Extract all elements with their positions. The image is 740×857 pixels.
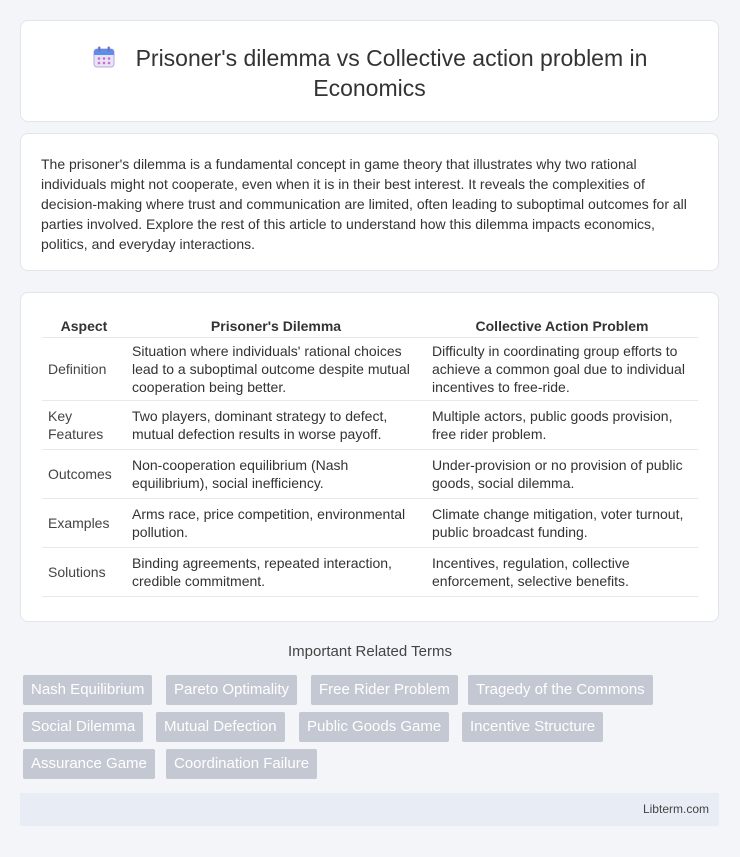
related-terms-heading: Important Related Terms	[288, 643, 452, 660]
page-title: Prisoner's dilemma vs Collective action problem in Economics	[135, 45, 648, 101]
table-header-row	[42, 313, 698, 338]
row-collective-action: Incentives, regulation, collective enforcement, selective benefits.	[426, 548, 698, 597]
table-row	[42, 499, 698, 548]
title-card	[20, 20, 719, 122]
row-prisoners-dilemma: Arms race, price competition, environmental pollution.	[126, 499, 426, 548]
table-row	[42, 548, 698, 597]
row-collective-action: Climate change mitigation, voter turnout, public broadcast funding.	[426, 499, 698, 548]
row-collective-action: Under-provision or no provision of public goods, social dilemma.	[426, 450, 698, 499]
row-collective-action: Difficulty in coordinating group efforts to achieve a common goal due to individual incentives to free-ride.	[426, 338, 698, 401]
page-title-wrap	[61, 43, 678, 103]
comparison-card	[20, 292, 719, 622]
term-mutual-defection[interactable]: Mutual Defection	[156, 712, 285, 742]
term-coordination-failure[interactable]: Coordination Failure	[166, 749, 317, 779]
header-aspect: Aspect	[42, 313, 126, 338]
term-social-dilemma[interactable]: Social Dilemma	[23, 712, 143, 742]
row-aspect: Outcomes	[42, 450, 126, 499]
row-aspect: Solutions	[42, 548, 126, 597]
term-assurance-game[interactable]: Assurance Game	[23, 749, 155, 779]
row-aspect: Examples	[42, 499, 126, 548]
table-row	[42, 338, 698, 401]
row-prisoners-dilemma: Binding agreements, repeated interaction, credible commitment.	[126, 548, 426, 597]
intro-paragraph: The prisoner's dilemma is a fundamental concept in game theory that illustrates why two rational individuals might not cooperate, even when it is in their best interest. It reveals the complexities of decision-making where trust and communication are limited, often leading to suboptimal outcomes for all parties involved. Explore the rest of this article to understand how this dilemma impacts economics, politics, and everyday interactions.	[41, 156, 687, 252]
term-incentive-structure[interactable]: Incentive Structure	[462, 712, 603, 742]
intro-card	[20, 133, 719, 271]
term-nash-equilibrium[interactable]: Nash Equilibrium	[23, 675, 152, 705]
row-aspect: Key Features	[42, 401, 126, 450]
footer	[20, 793, 719, 826]
row-aspect: Definition	[42, 338, 126, 401]
header-collective-action: Collective Action Problem	[426, 313, 698, 338]
header-prisoners-dilemma: Prisoner's Dilemma	[126, 313, 426, 338]
term-pareto-optimality[interactable]: Pareto Optimality	[166, 675, 297, 705]
table-row	[42, 450, 698, 499]
comparison-table	[42, 313, 698, 597]
term-tragedy-of-the-commons[interactable]: Tragedy of the Commons	[468, 675, 653, 705]
row-prisoners-dilemma: Non-cooperation equilibrium (Nash equilibrium), social inefficiency.	[126, 450, 426, 499]
row-prisoners-dilemma: Two players, dominant strategy to defect, mutual defection results in worse payoff.	[126, 401, 426, 450]
term-free-rider-problem[interactable]: Free Rider Problem	[311, 675, 458, 705]
row-collective-action: Multiple actors, public goods provision, free rider problem.	[426, 401, 698, 450]
term-public-goods-game[interactable]: Public Goods Game	[299, 712, 449, 742]
calendar-icon	[92, 45, 116, 69]
row-prisoners-dilemma: Situation where individuals' rational choices lead to a suboptimal outcome despite mutual cooperation being better.	[126, 338, 426, 401]
table-row	[42, 401, 698, 450]
footer-site-link[interactable]: Libterm.com	[642, 802, 709, 816]
